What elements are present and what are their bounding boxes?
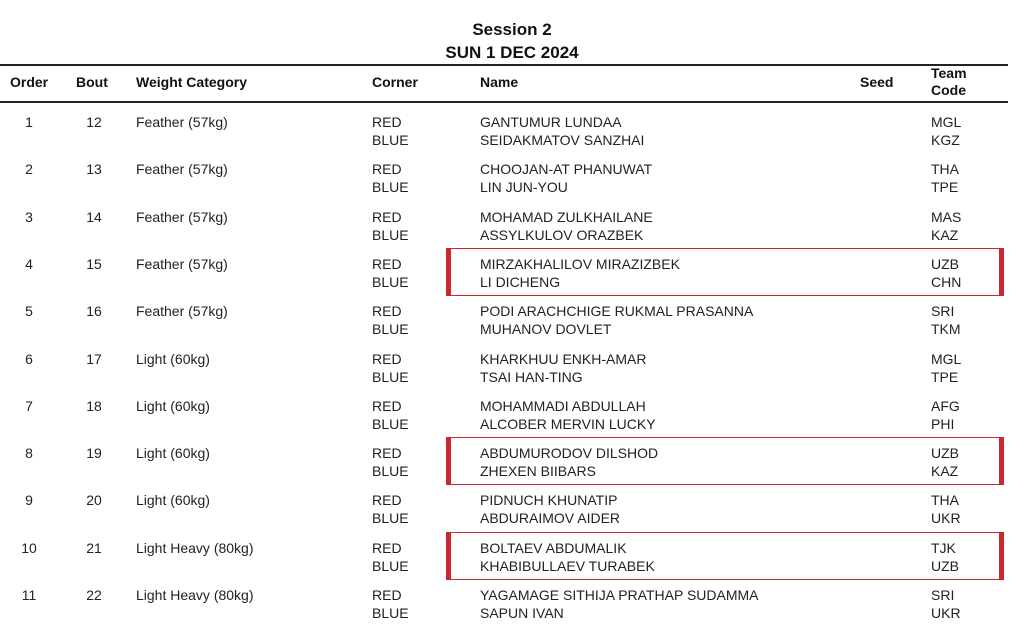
blue-fighter-name: TSAI HAN-TING [480,368,583,385]
red-team-code: UZB [931,445,959,462]
red-team-code: MGL [931,114,962,130]
weight-category: Light (60kg) [136,492,210,509]
col-header-team-line2: Code [931,82,966,98]
red-team-code: SRI [931,587,955,603]
blue-fighter-name: LIN JUN-YOU [480,179,568,196]
red-team-code: AFG [931,397,960,414]
table-row [0,587,1024,627]
red-team-code: THA [931,161,959,178]
blue-fighter-name: KHABIBULLAEV TURABEK [480,557,655,574]
corner-red-label: RED [372,161,402,178]
red-fighter-name: MIRZAKHALILOV MIRAZIZBEK [480,255,680,272]
blue-fighter-name: ABDURAIMOV AIDER [480,510,621,527]
weight-category: Light Heavy (80kg) [136,539,254,556]
blue-team-code: PHI [931,415,955,432]
bout-order: 4 [25,255,33,272]
corner-blue-label: BLUE [372,605,409,621]
bout-order: 7 [25,397,33,414]
bout-number: 14 [86,208,102,225]
corner-blue-label: BLUE [372,557,409,574]
blue-team-code: TPE [931,368,959,385]
blue-team-code: CHN [931,273,962,290]
bout-number: 17 [86,350,102,367]
corner-red-label: RED [372,445,402,462]
corner-blue-label: BLUE [372,463,409,480]
header-rule-top [0,64,1008,66]
corner-blue-label: BLUE [372,368,409,385]
highlight-box [446,532,1004,580]
session-date: SUN 1 DEC 2024 [445,43,579,62]
corner-red-label: RED [372,255,402,272]
col-header-weight-category: Weight Category [136,74,247,90]
blue-team-code: KAZ [931,463,959,480]
red-team-code: UZB [931,255,959,272]
blue-fighter-name: MUHANOV DOVLET [480,321,612,338]
corner-red-label: RED [372,208,402,225]
table-row [0,161,1024,201]
blue-team-code: TKM [931,321,961,338]
corner-red-label: RED [372,397,402,414]
blue-fighter-name: ZHEXEN BIIBARS [480,463,596,480]
bout-order: 3 [25,208,33,225]
session-title: Session 2 [472,20,552,39]
bout-number: 12 [86,114,102,130]
bout-order: 11 [21,587,37,603]
blue-team-code: TPE [931,179,959,196]
table-row [0,303,1024,343]
bout-order: 8 [25,445,33,462]
corner-blue-label: BLUE [372,510,409,527]
red-fighter-name: YAGAMAGE SITHIJA PRATHAP SUDAMMA [480,587,759,603]
corner-blue-label: BLUE [372,321,409,338]
red-fighter-name: BOLTAEV ABDUMALIK [480,539,627,556]
weight-category: Feather (57kg) [136,208,228,225]
weight-category: Feather (57kg) [136,114,228,130]
bout-order: 9 [25,492,33,509]
corner-blue-label: BLUE [372,226,409,243]
red-team-code: MAS [931,208,962,225]
weight-category: Light Heavy (80kg) [136,587,254,603]
blue-fighter-name: SEIDAKMATOV SANZHAI [480,132,645,148]
bout-number: 13 [86,161,102,178]
col-header-corner: Corner [372,74,418,90]
weight-category: Feather (57kg) [136,255,228,272]
corner-red-label: RED [372,350,402,367]
red-fighter-name: GANTUMUR LUNDAA [480,114,622,130]
corner-red-label: RED [372,303,402,320]
bout-number: 19 [86,445,102,462]
bout-order: 10 [21,539,37,556]
blue-fighter-name: SAPUN IVAN [480,605,564,621]
red-fighter-name: CHOOJAN-AT PHANUWAT [480,161,653,178]
weight-category: Light (60kg) [136,445,210,462]
col-header-order: Order [10,74,49,90]
blue-team-code: KAZ [931,226,959,243]
red-team-code: THA [931,492,959,509]
blue-team-code: KGZ [931,132,960,148]
red-fighter-name: PODI ARACHCHIGE RUKMAL PRASANNA [480,303,754,320]
bout-number: 21 [86,539,102,556]
bout-order: 6 [25,350,33,367]
bout-number: 20 [86,492,102,509]
table-row [0,398,1024,438]
bout-number: 16 [86,303,102,320]
blue-team-code: UZB [931,557,959,574]
col-header-name: Name [480,74,519,90]
red-team-code: TJK [931,539,956,556]
table-row [0,209,1024,249]
col-header-seed: Seed [860,74,894,90]
blue-team-code: UKR [931,510,961,527]
header-rule-bottom [0,101,1008,103]
red-team-code: SRI [931,303,955,320]
highlight-box [446,248,1004,296]
red-fighter-name: MOHAMMADI ABDULLAH [480,397,646,414]
blue-fighter-name: ASSYLKULOV ORAZBEK [480,226,644,243]
col-header-team-line1: Team [931,65,967,81]
weight-category: Light (60kg) [136,350,210,367]
col-header-team-code [931,65,967,99]
weight-category: Light (60kg) [136,397,210,414]
bout-number: 22 [86,587,102,603]
blue-team-code: UKR [931,605,961,621]
corner-red-label: RED [372,539,402,556]
col-header-bout: Bout [76,74,108,90]
bout-number: 18 [86,397,102,414]
weight-category: Feather (57kg) [136,161,228,178]
table-row [0,492,1024,532]
red-fighter-name: ABDUMURODOV DILSHOD [480,445,659,462]
corner-blue-label: BLUE [372,273,409,290]
bout-order: 2 [25,161,33,178]
corner-red-label: RED [372,492,402,509]
bout-order: 1 [25,114,33,130]
corner-red-label: RED [372,114,402,130]
red-team-code: MGL [931,350,962,367]
corner-blue-label: BLUE [372,415,409,432]
bout-number: 15 [86,255,102,272]
blue-fighter-name: ALCOBER MERVIN LUCKY [480,415,656,432]
bout-order: 5 [25,303,33,320]
corner-blue-label: BLUE [372,179,409,196]
corner-blue-label: BLUE [372,132,409,148]
corner-red-label: RED [372,587,402,603]
red-fighter-name: MOHAMAD ZULKHAILANE [480,208,653,225]
highlight-box [446,437,1004,485]
red-fighter-name: KHARKHUU ENKH-AMAR [480,350,647,367]
table-row [0,114,1024,154]
red-fighter-name: PIDNUCH KHUNATIP [480,492,618,509]
table-row [0,351,1024,391]
weight-category: Feather (57kg) [136,303,228,320]
blue-fighter-name: LI DICHENG [480,273,561,290]
